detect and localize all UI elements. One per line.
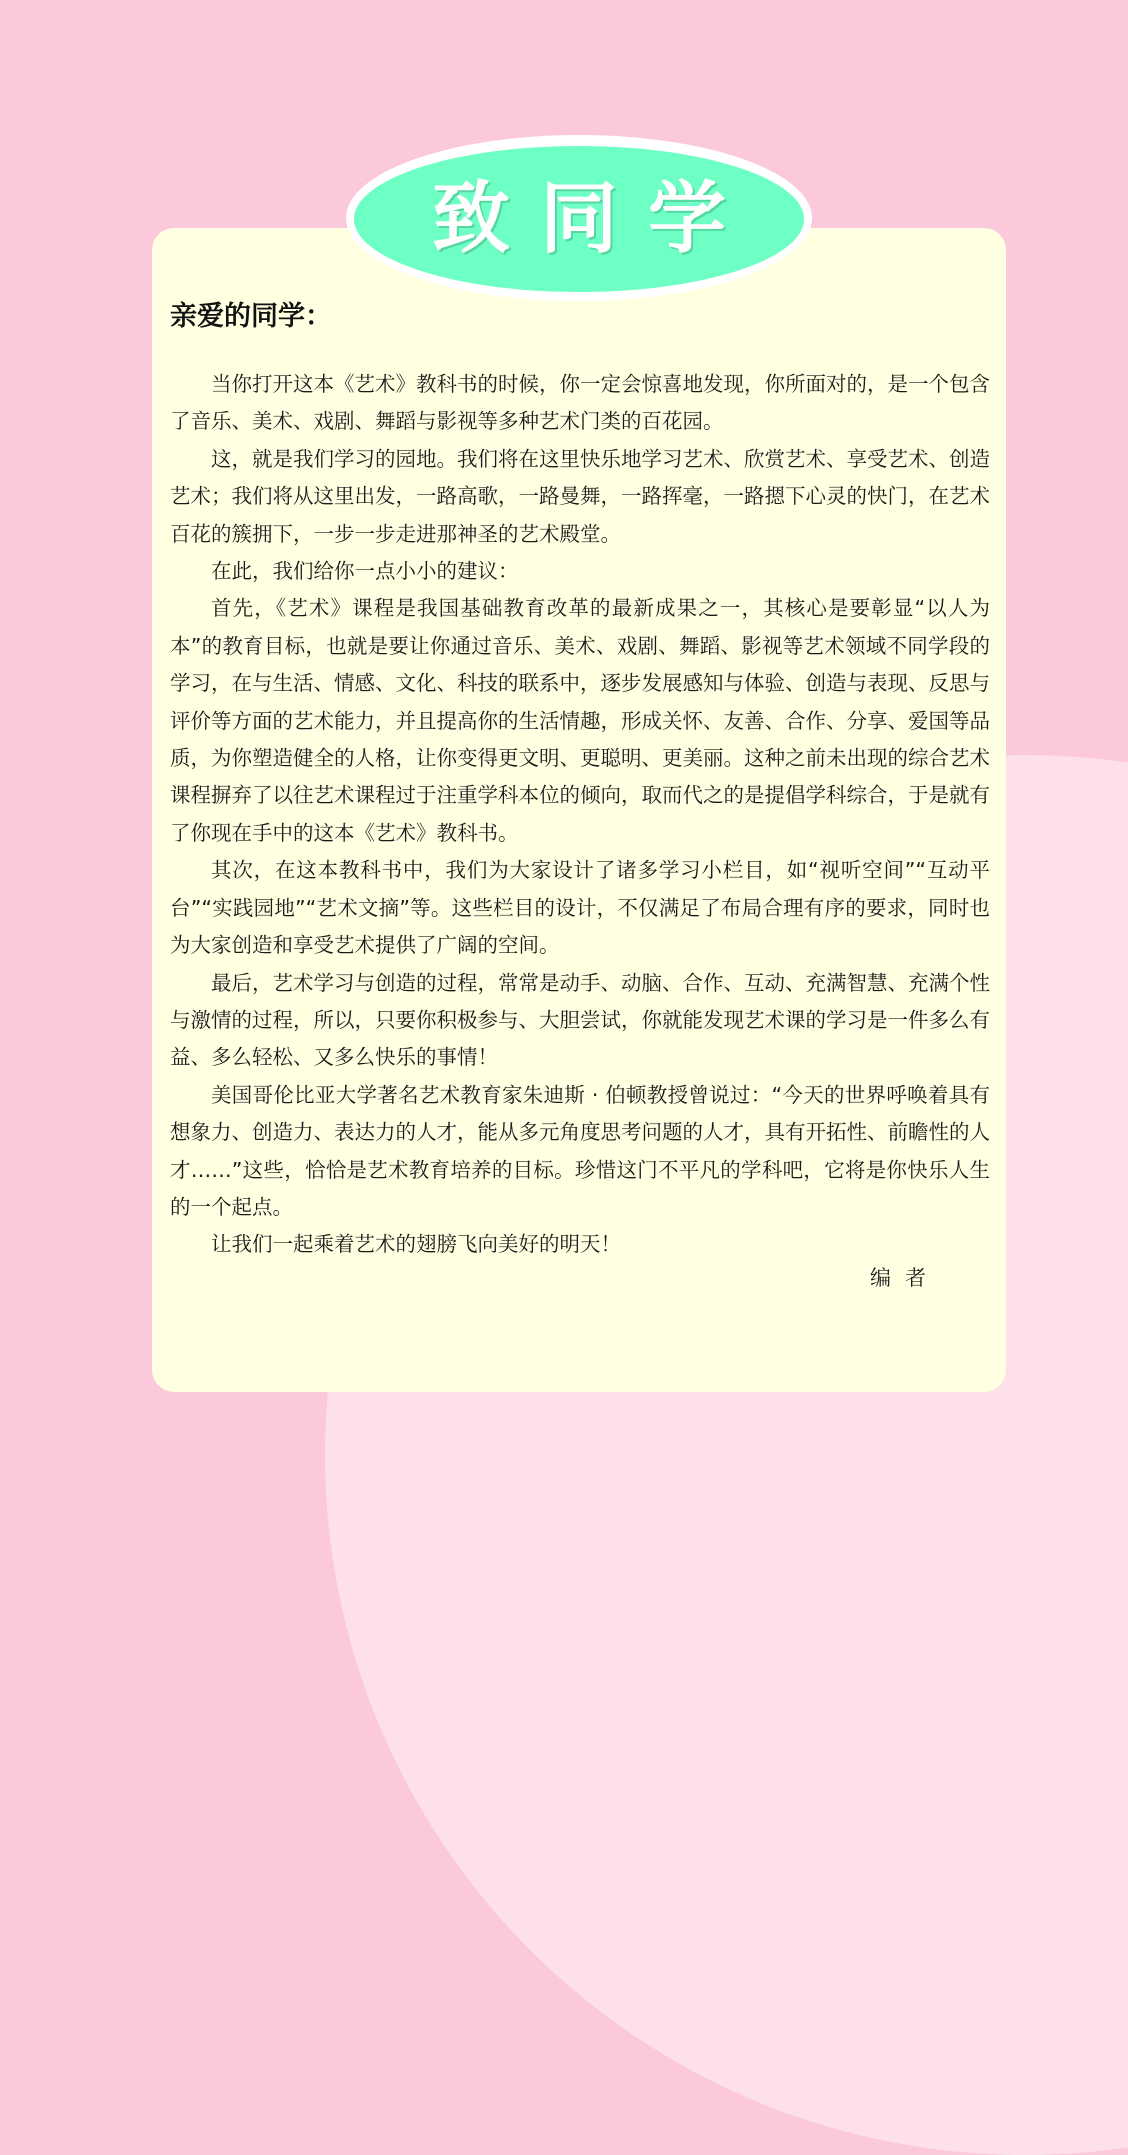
paragraph-6: 最后，艺术学习与创造的过程，常常是动手、动脑、合作、互动、充满智慧、充满个性与激情的过程，所以，只要你积极参与、大胆尝试，你就能发现艺术课的学习是一件多么有益、多么轻松、又多么快乐的事情！ (170, 970, 990, 1070)
title-oval (354, 146, 804, 292)
paragraph-8: 让我们一起乘着艺术的翅膀飞向美好的明天！ (211, 1232, 621, 1257)
letter-body (170, 366, 990, 1264)
salutation: 亲爱的同学： (170, 301, 332, 332)
paragraph-4: 首先，《艺术》课程是我国基础教育改革的最新成果之一，其核心是要彰显“以人为本”的教育目标，也就是要让你通过音乐、美术、戏剧、舞蹈、影视等艺术领域不同学段的学习，在与生活、情感、文化、科技的联系中，逐步发展感知与体验、创造与表现、反思与评价等方面的艺术能力，并且提高你的生活情趣，形成关怀、友善、合作、分享、爱国等品质，为你塑造健全的人格，让你变得更文明、更聪明、更美丽。这种之前未出现的综合艺术课程摒弃了以往艺术课程过于注重学科本位的倾向，取而代之的是提倡学科综合，于是就有了你现在手中的这本《艺术》教科书。 (170, 596, 990, 845)
paragraph-5: 其次，在这本教科书中，我们为大家设计了诸多学习小栏目，如“视听空间”“互动平台”“实践园地”“艺术文摘”等。这些栏目的设计，不仅满足了布局合理有序的要求，同时也为大家创造和享受艺术提供了广阔的空间。 (170, 858, 990, 958)
signature: 编者 (870, 1266, 940, 1290)
paragraph-2: 这，就是我们学习的园地。我们将在这里快乐地学习艺术、欣赏艺术、享受艺术、创造艺术；我们将从这里出发，一路高歌，一路曼舞，一路挥毫，一路摁下心灵的快门，在艺术百花的簇拥下，一步一步走进那神圣的艺术殿堂。 (170, 446, 990, 546)
paragraph-3: 在此，我们给你一点小小的建议： (211, 559, 519, 584)
page-title: 致同学 (431, 173, 756, 264)
paragraph-7: 美国哥伦比亚大学著名艺术教育家朱迪斯 · 伯顿教授曾说过：“今天的世界呼唤着具有想象力、创造力、表达力的人才，能从多元角度思考问题的人才，具有开拓性、前瞻性的人才……”这些，恰恰是艺术教育培养的目标。珍惜这门不平凡的学科吧，它将是你快乐人生的一个起点。 (170, 1082, 990, 1219)
paragraph-1: 当你打开这本《艺术》教科书的时候，你一定会惊喜地发现，你所面对的，是一个包含了音乐、美术、戏剧、舞蹈与影视等多种艺术门类的百花园。 (170, 372, 990, 434)
